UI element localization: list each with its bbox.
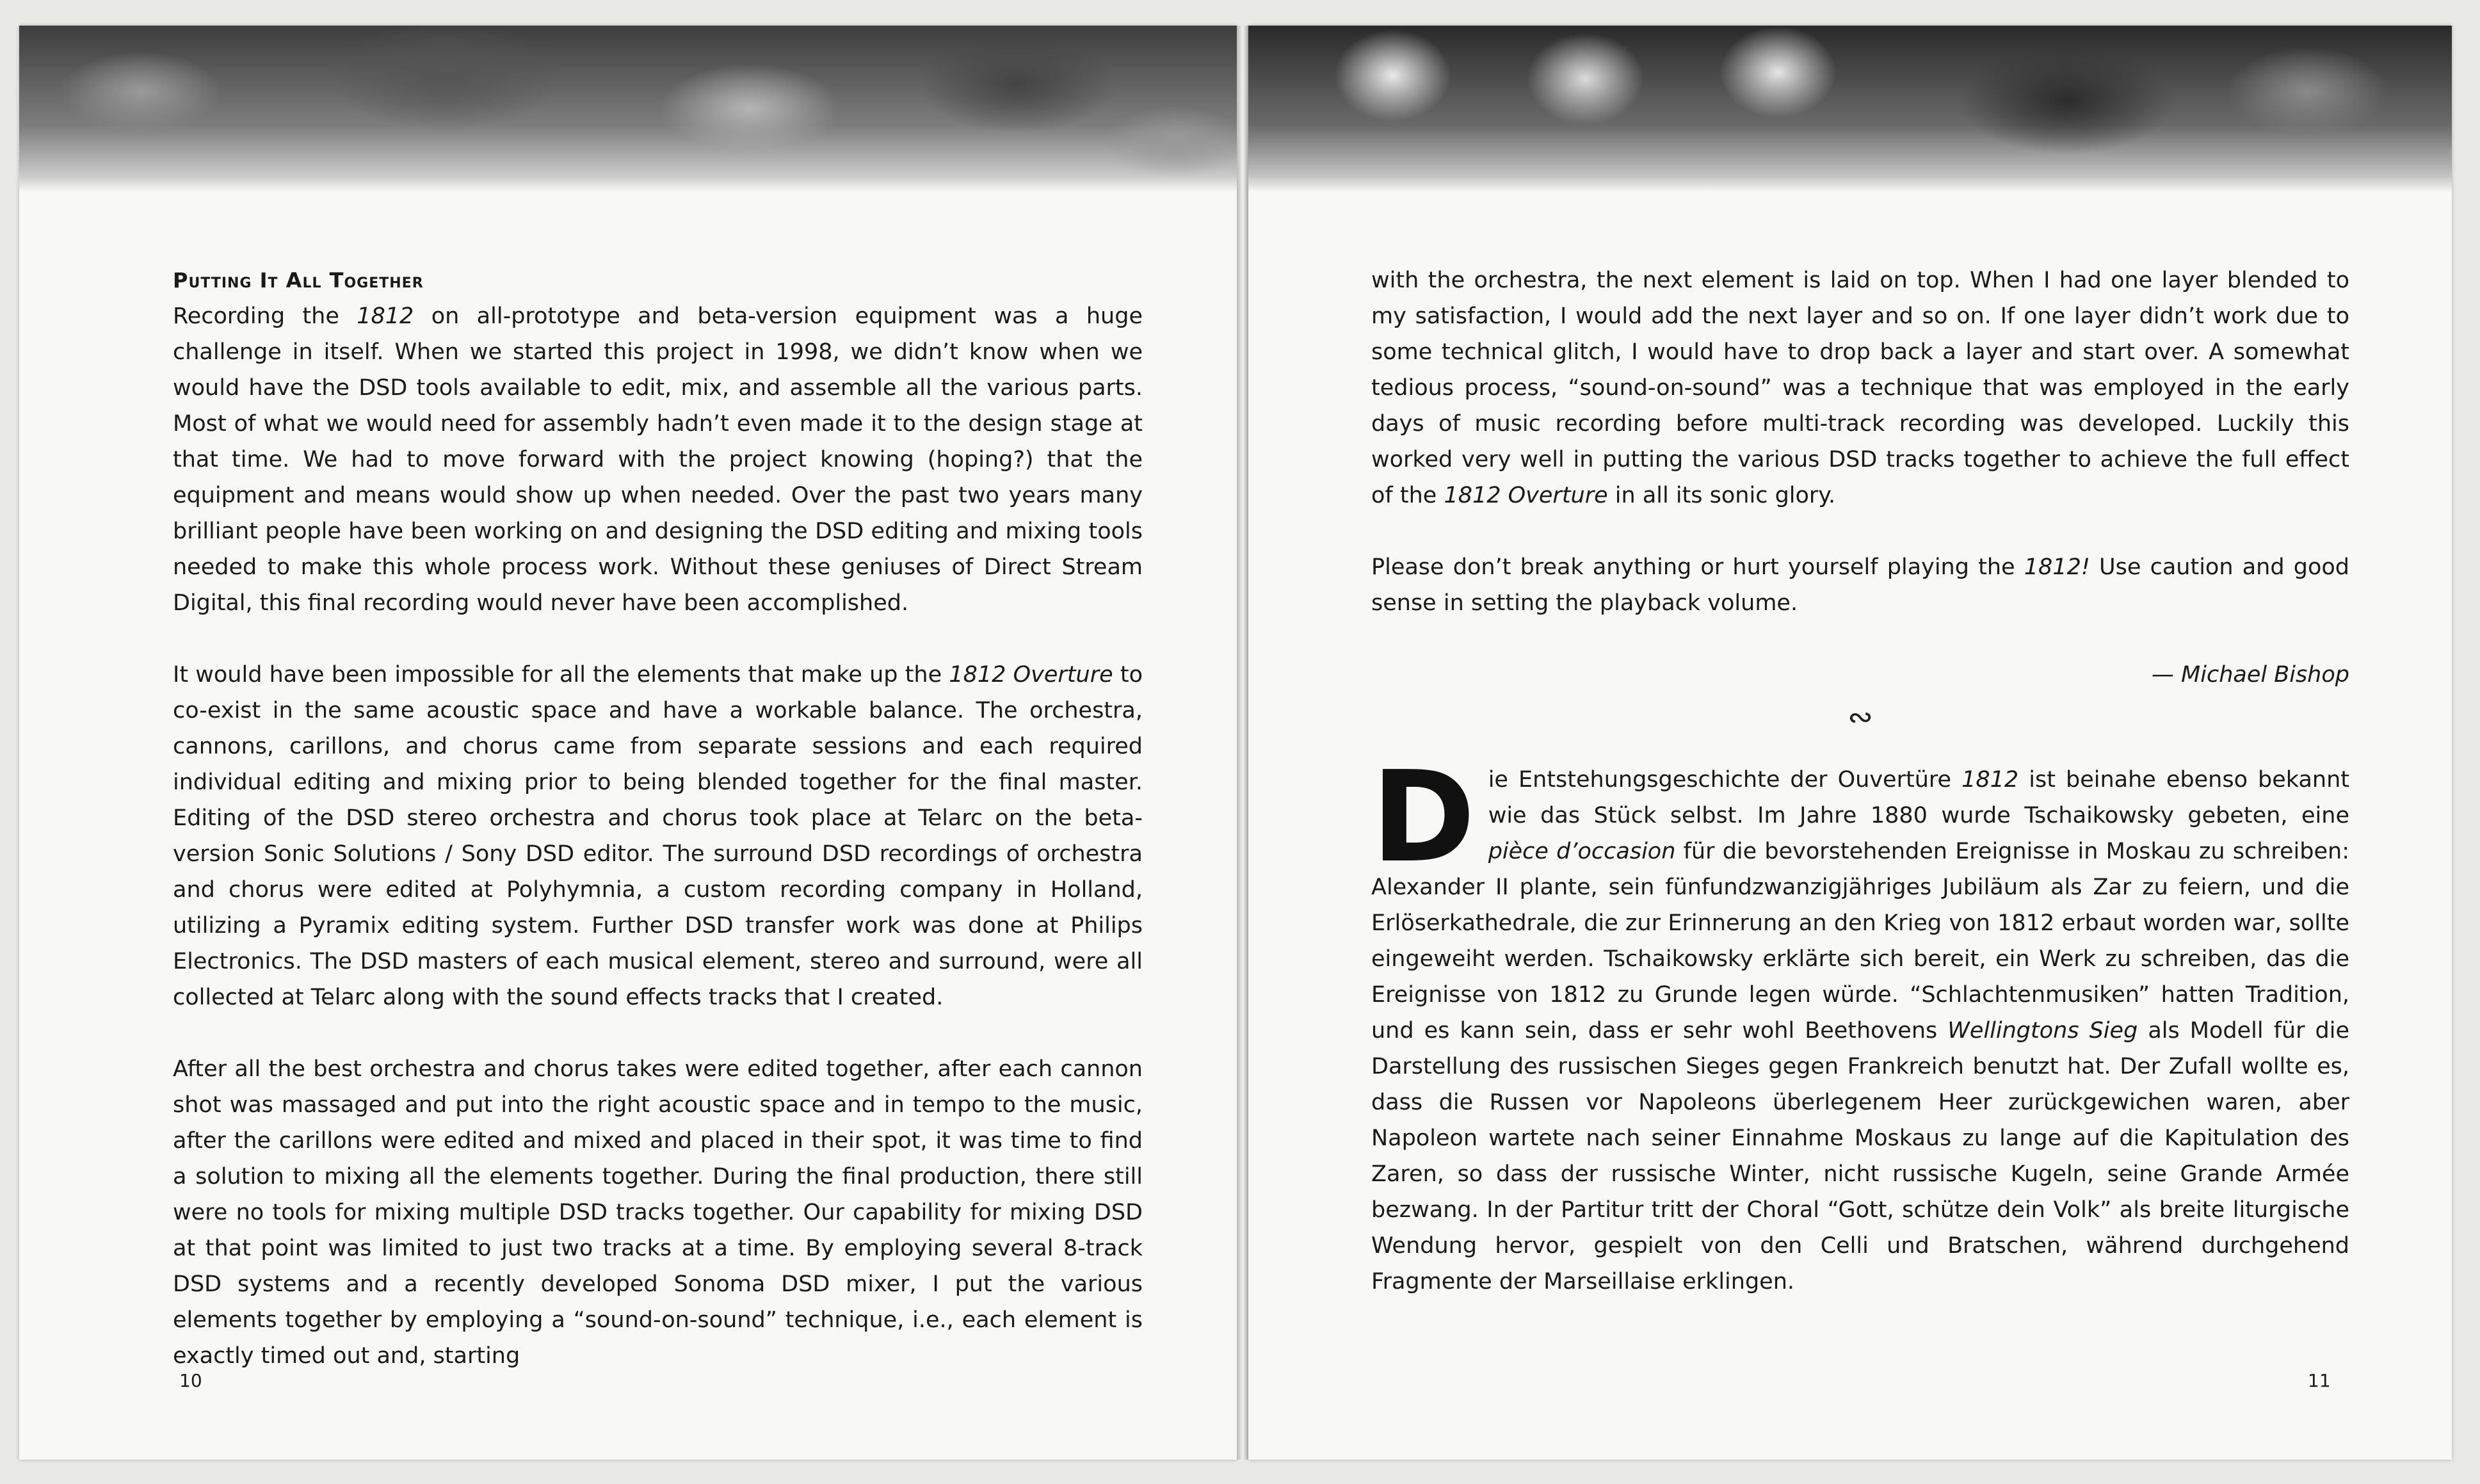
page-number-right: 11: [2308, 1370, 2331, 1391]
page-number-left: 10: [179, 1370, 202, 1391]
right-page: [1248, 26, 2452, 1460]
right-text-column: [1371, 262, 2349, 1335]
ornament-icon: ∾: [1847, 699, 1874, 735]
left-paragraph-3: After all the best orchestra and chorus takes were edited together, after each cannon shot was massaged and put into the right acoustic space and in tempo to the music, after the carillons were edited and mixed and placed in their spot, it was time to find a solution to mixing all the elements together. During the final production, there still were no tools for mixing multiple DSD tracks together. Our capability for mixing DSD at that point was limited to just two tracks at a time. By employing several 8-track DSD systems and a recently developed Sonoma DSD mixer, I put the various elements together by employing a “sound-on-sound” technique, i.e., each element is exactly timed out and, starting: [173, 1056, 1143, 1369]
right-banner-painting: [1248, 26, 2452, 192]
signature: — Michael Bishop: [2151, 662, 2349, 688]
german-text: ie Entstehungsgeschichte der Ouvertüre 1812 ist beinahe ebenso bekannt wie das Stück selbst. Im Jahre 1880 wurde Tschaikowsky gebeten, eine pièce d’occasion für die bevorstehenden Ereignisse in Moskau zu schreiben: Alexander II plante, sein fünfundzwanzigjähriges Jubiläum als Zar zu feiern, und die Erlöserkathedrale, die zur Erinnerung an den Krieg von 1812 erbaut worden war, sollte eingeweiht werden. Tschaikowsky erklärte sich bereit, ein Werk zu schreiben, das die Ereignisse von 1812 zu Grunde legen würde. “Schlachtenmusiken” hatten Tradition, und es kann sein, dass er sehr wohl Beethovens Wellingtons Sieg als Modell für die Darstellung des russischen Sieges gegen Frankreich benutzt hat. Der Zufall wollte es, dass die Russen vor Napoleons überlegenem Heer zurückgewichen waren, aber Napoleon wartete nach seiner Einnahme Moskaus zu lange auf die Kapitulation des Zaren, so dass der russische Winter, nicht russische Kugeln, seine Grande Armée bezwang. In der Partitur tritt der Choral “Gott, schütze dein Volk” als breite liturgische Wendung hervor, gespielt von den Celli und Bratschen, während durchgehend Fragmente der Marseillaise erklingen.: [1371, 767, 2349, 1294]
italic-run: pièce d’occasion: [1488, 839, 1676, 864]
left-page: [19, 26, 1237, 1460]
italic-run: 1812: [357, 303, 414, 329]
left-text-column: [173, 262, 1143, 1410]
right-paragraph-1: with the orchestra, the next element is laid on top. When I had one layer blended to my satisfaction, I would add the next layer and so on. If one layer didn’t work due to some technical glitch, I would have to drop back a layer and start over. A somewhat tedious process, “sound-on-sound” was a technique that was employed in the early days of music recording before multi-track recording was developed. Luckily this worked very well in putting the various DSD tracks together to achieve the full effect of the 1812 Overture in all its sonic glory.: [1371, 268, 2349, 508]
italic-run: Wellingtons Sieg: [1947, 1018, 2138, 1044]
italic-run: 1812!: [2024, 554, 2090, 580]
italic-run: 1812: [1961, 767, 2019, 793]
left-paragraph-2: It would have been impossible for all the elements that make up the 1812 Overture to co-exist in the same acoustic space and have a workable balance. The orchestra, cannons, carillons, and chorus came from separate sessions and each required individual editing and mixing prior to being blended together for the final master. Editing of the DSD stereo orchestra and chorus took place at Telarc on the beta-version Sonic Solutions / Sony DSD editor. The surround DSD recordings of orchestra and chorus were edited at Polyhymnia, a custom recording company in Holland, utilizing a Pyramix editing system. Further DSD transfer work was done at Philips Electronics. The DSD masters of each musical element, stereo and surround, were all collected at Telarc along with the sound effects tracks that I created.: [173, 662, 1143, 1010]
left-paragraph-1: Recording the 1812 on all-prototype and beta-version equipment was a huge challenge in itself. When we started this project in 1998, we didn’t know when we would have the DSD tools available to edit, mix, and assemble all the various parts. Most of what we would need for assembly hadn’t even made it to the design stage at that time. We had to move forward with the project knowing (hoping?) that the equipment and means would show up when needed. Over the past two years many brilliant people have been working on and designing the DSD editing and mixing tools needed to make this whole process work. Without these geniuses of Direct Stream Digital, this final recording would never have been accomplished.: [173, 303, 1143, 616]
section-heading: Putting It All Together: [173, 268, 424, 293]
book-spine: [1237, 26, 1248, 1460]
drop-cap: D: [1371, 745, 1476, 891]
right-paragraph-2: Please don’t break anything or hurt yourself playing the 1812! Use caution and good sense in setting the playback volume.: [1371, 554, 2349, 616]
right-paragraph-german: [1371, 745, 2349, 1300]
italic-run: 1812 Overture: [949, 662, 1113, 688]
italic-run: 1812 Overture: [1444, 483, 1608, 508]
left-banner-painting: [19, 26, 1237, 192]
